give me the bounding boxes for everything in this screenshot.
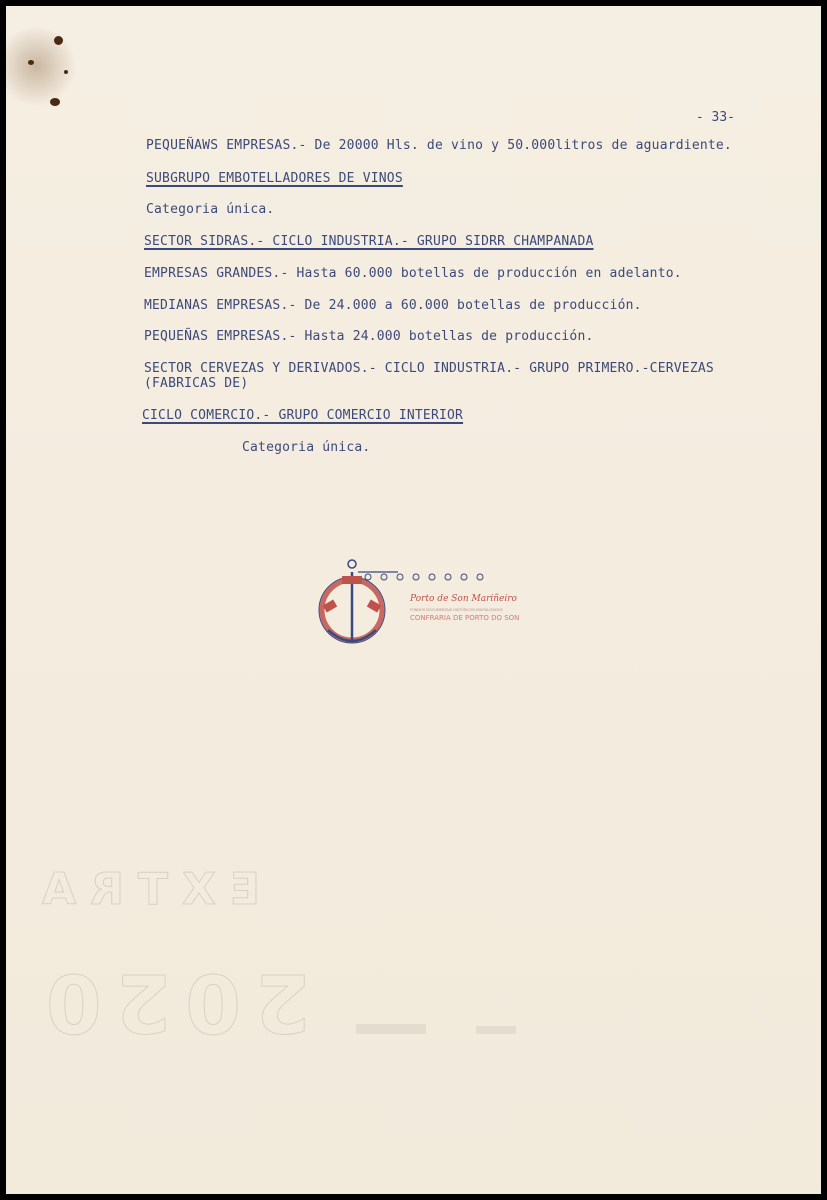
heading-line: SUBGRUPO EMBOTELLADORES DE VINOS [146,171,403,186]
chain-icon [358,572,498,582]
burn-stain [28,60,34,65]
watermark-title: Porto de Son Mariñeiro [410,594,517,604]
smudge [356,1024,426,1034]
watermark [318,558,528,658]
watermark-subtitle: FONDOS DOCUMENTAIS HISTÓRICOS DIXITALIZADOS [410,608,503,612]
burn-stain [64,70,68,74]
text-line: (FABRICAS DE) [144,376,249,391]
burn-stain [50,98,60,106]
watermark-confraria: CONFRARIA DE PORTO DO SON [410,614,520,622]
bleed-through-text: EXTRA [28,864,260,915]
page-number: - 33- [695,110,735,125]
document-page [6,6,821,1194]
burn-stain [54,36,63,45]
text-line: SECTOR CERVEZAS Y DERIVADOS.- CICLO INDUSTRIA.- GRUPO PRIMERO.-CERVEZAS [144,361,714,376]
text-line: PEQUEÑAS EMPRESAS.- Hasta 24.000 botellas de producción. [144,329,594,344]
smudge [476,1026,516,1034]
text-line: EMPRESAS GRANDES.- Hasta 60.000 botellas de producción en adelanto. [144,266,682,281]
bleed-through-text: 2020 [32,956,311,1049]
text-line: Categoria única. [242,440,371,455]
heading-line: CICLO COMERCIO.- GRUPO COMERCIO INTERIOR [142,408,464,423]
text-line: Categoria única. [146,202,275,217]
heading-line: SECTOR SIDRAS.- CICLO INDUSTRIA.- GRUPO SIDRR CHAMPANADA [144,234,594,249]
text-line: PEQUEÑAWS EMPRESAS.- De 20000 Hls. de vino y 50.000litros de aguardiente. [146,138,732,153]
text-line: MEDIANAS EMPRESAS.- De 24.000 a 60.000 botellas de producción. [144,298,642,313]
